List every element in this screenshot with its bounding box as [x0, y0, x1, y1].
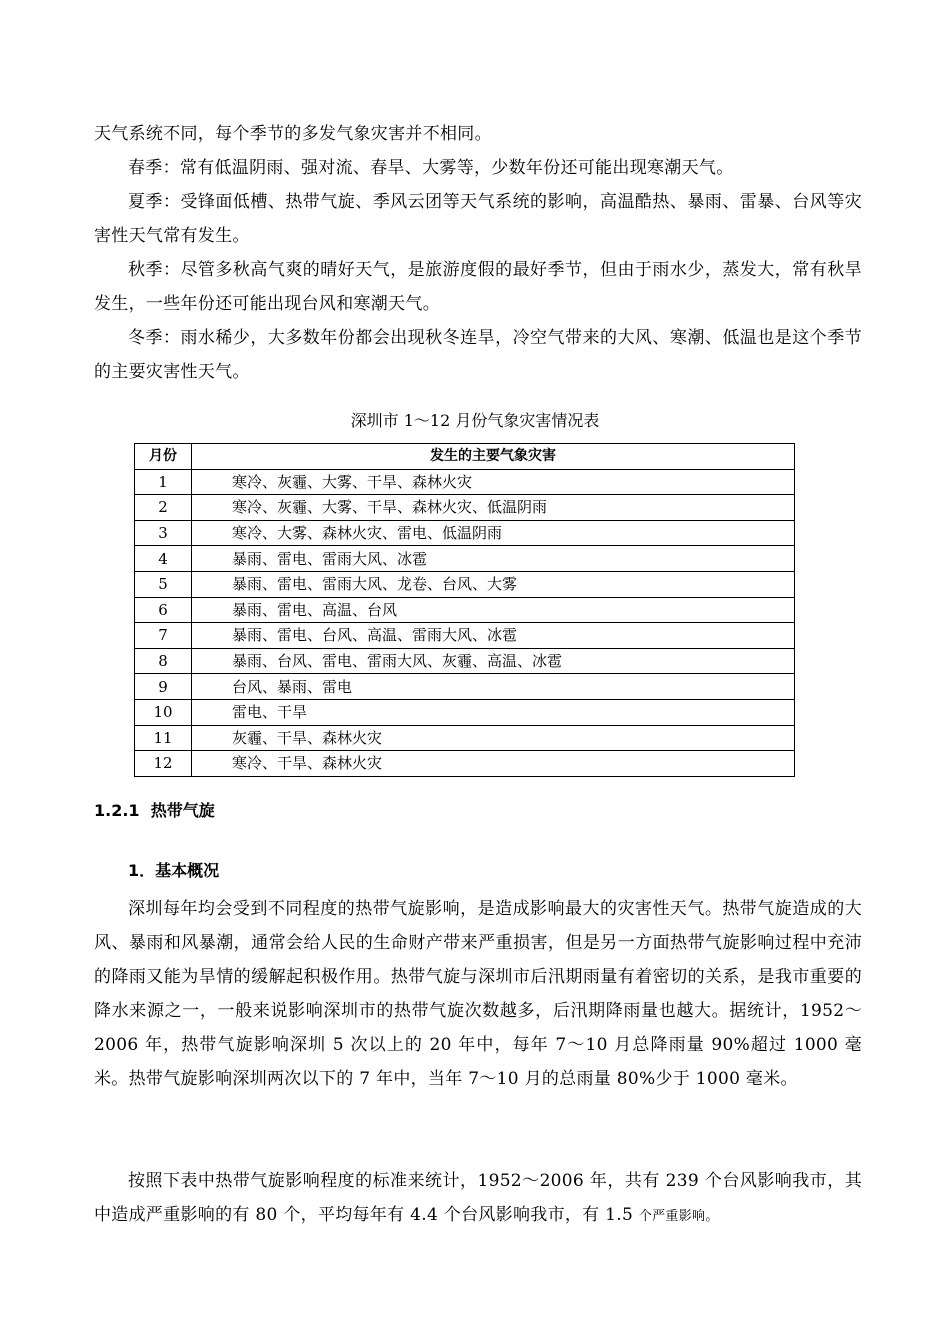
month-cell: 8 — [135, 648, 192, 674]
hazard-cell: 寒冷、干旱、森林火灾 — [192, 751, 795, 777]
month-cell: 1 — [135, 469, 192, 495]
month-cell: 5 — [135, 571, 192, 597]
sub-heading: 1．基本概况 — [128, 861, 220, 880]
month-cell: 9 — [135, 674, 192, 700]
table-row — [135, 495, 795, 521]
typhoon-stats-tail: 个严重影响。 — [638, 1209, 719, 1224]
typhoon-stats-text: 按照下表中热带气旋影响程度的标准来统计，1952～2006 年，共有 239 个台风影响我市，其中造成严重影响的有 80 个，平均每年有 4.4 个台风影响我市，有 1.5 — [94, 1171, 862, 1225]
hazard-cell: 灰霾、干旱、森林火灾 — [192, 725, 795, 751]
hazard-column-header: 发生的主要气象灾害 — [192, 444, 795, 470]
month-cell: 4 — [135, 546, 192, 572]
table-row — [135, 469, 795, 495]
month-cell: 7 — [135, 623, 192, 649]
hazard-cell: 寒冷、灰霾、大雾、干旱、森林火灾 — [192, 469, 795, 495]
table-row — [135, 648, 795, 674]
table-header-row — [135, 444, 795, 470]
month-cell: 10 — [135, 699, 192, 725]
hazard-cell: 暴雨、台风、雷电、雷雨大风、灰霾、高温、冰雹 — [192, 648, 795, 674]
summer-paragraph: 夏季：受锋面低槽、热带气旋、季风云团等天气系统的影响，高温酷热、暴雨、雷暴、台风等灾害性天气常有发生。 — [94, 192, 862, 246]
hazard-cell: 寒冷、大雾、森林火灾、雷电、低温阴雨 — [192, 520, 795, 546]
table-row — [135, 674, 795, 700]
monthly-disaster-table — [134, 443, 795, 777]
typhoon-stats-paragraph — [94, 1164, 862, 1234]
hazard-cell: 暴雨、雷电、高温、台风 — [192, 597, 795, 623]
table-row — [135, 546, 795, 572]
hazard-cell: 台风、暴雨、雷电 — [192, 674, 795, 700]
section-number: 1.2.1 — [94, 801, 140, 820]
month-cell: 3 — [135, 520, 192, 546]
table-row — [135, 751, 795, 777]
tropical-cyclone-paragraph: 深圳每年均会受到不同程度的热带气旋影响，是造成影响最大的灾害性天气。热带气旋造成的大风、暴雨和风暴潮，通常会给人民的生命财产带来严重损害，但是另一方面热带气旋影响过程中充沛的降雨又能为旱情的缓解起积极作用。热带气旋与深圳市后汛期雨量有着密切的关系，是我市重要的降水来源之一，一般来说影响深圳市的热带气旋次数越多，后汛期降雨量也越大。据统计，1952～2006 年，热带气旋影响深圳 5 次以上的 20 年中，每年 7～10 月总降雨量 90%超过 1000 毫米。热带气旋影响深圳两次以下的 7 年中，当年 7～10 月的总雨量 80%少于 1000 毫米。 — [94, 899, 862, 1089]
month-cell: 12 — [135, 751, 192, 777]
hazard-cell: 寒冷、灰霾、大雾、干旱、森林火灾、低温阴雨 — [192, 495, 795, 521]
winter-paragraph: 冬季：雨水稀少，大多数年份都会出现秋冬连旱，冷空气带来的大风、寒潮、低温也是这个季节的主要灾害性天气。 — [94, 328, 862, 382]
month-cell: 6 — [135, 597, 192, 623]
table-row — [135, 520, 795, 546]
hazard-cell: 暴雨、雷电、雷雨大风、龙卷、台风、大雾 — [192, 571, 795, 597]
autumn-paragraph: 秋季：尽管多秋高气爽的晴好天气，是旅游度假的最好季节，但由于雨水少，蒸发大，常有秋旱发生，一些年份还可能出现台风和寒潮天气。 — [94, 260, 862, 314]
hazard-cell: 暴雨、雷电、雷雨大风、冰雹 — [192, 546, 795, 572]
month-column-header: 月份 — [135, 444, 192, 470]
spring-paragraph: 春季：常有低温阴雨、强对流、春旱、大雾等，少数年份还可能出现寒潮天气。 — [128, 158, 734, 178]
table-row — [135, 571, 795, 597]
section-title: 热带气旋 — [150, 801, 215, 820]
table-row — [135, 623, 795, 649]
table-row — [135, 597, 795, 623]
month-cell: 11 — [135, 725, 192, 751]
section-heading — [94, 798, 215, 824]
month-cell: 2 — [135, 495, 192, 521]
table-row — [135, 725, 795, 751]
hazard-cell: 暴雨、雷电、台风、高温、雷雨大风、冰雹 — [192, 623, 795, 649]
hazard-cell: 雷电、干旱 — [192, 699, 795, 725]
intro-paragraph: 天气系统不同，每个季节的多发气象灾害并不相同。 — [94, 124, 492, 144]
table-row — [135, 699, 795, 725]
table-caption: 深圳市 1～12 月份气象灾害情况表 — [350, 411, 600, 430]
